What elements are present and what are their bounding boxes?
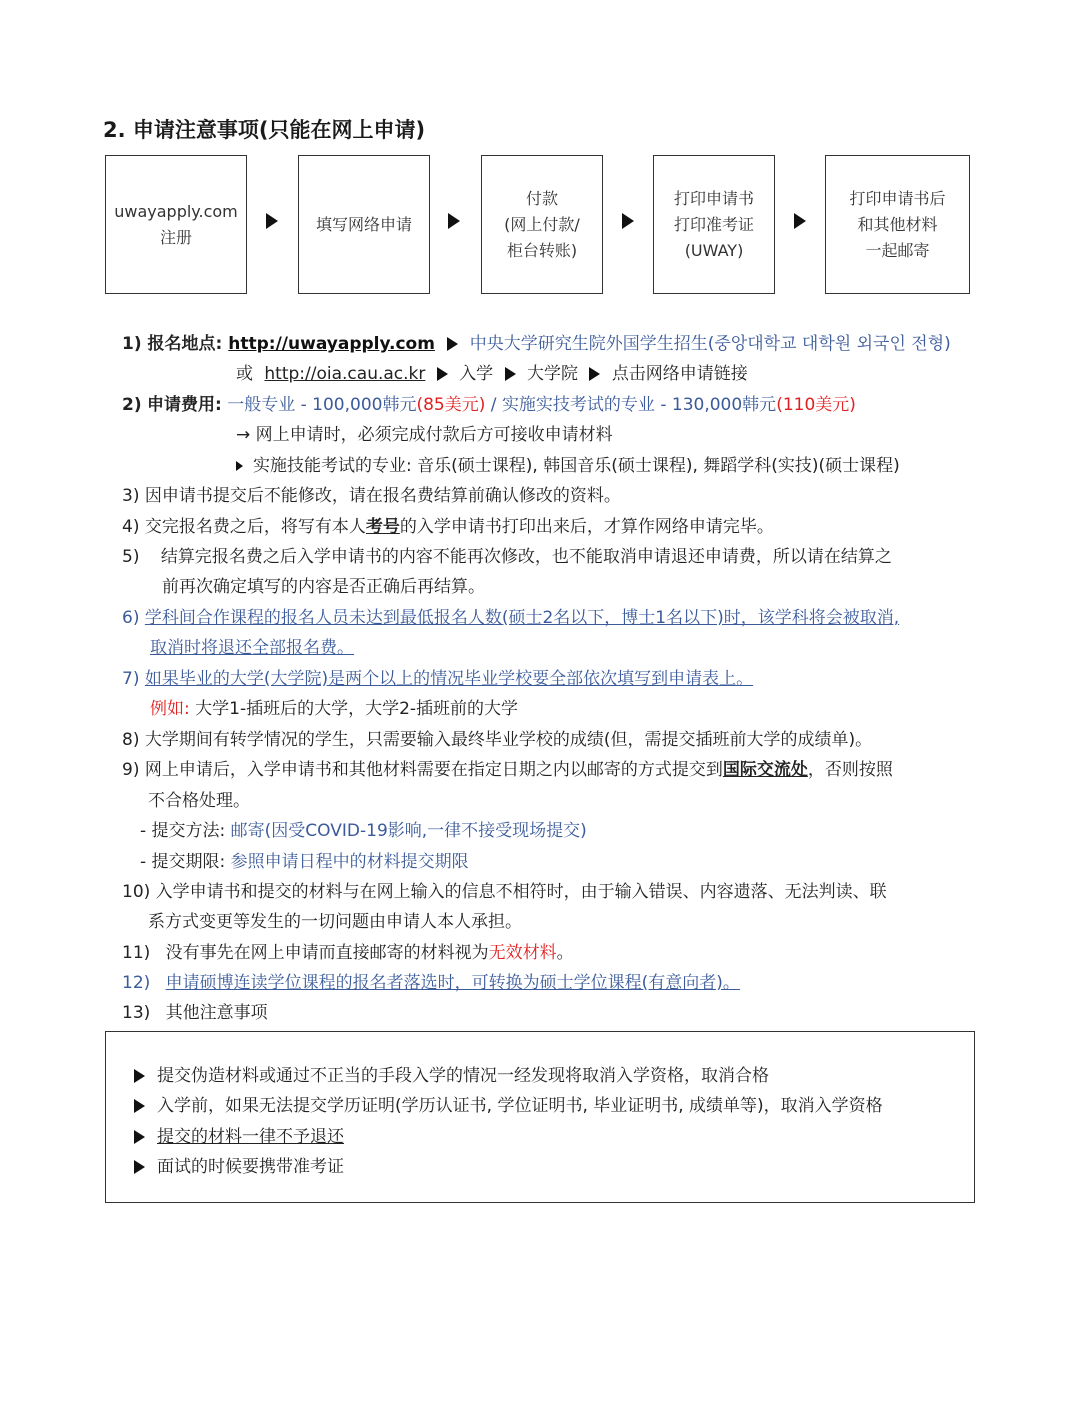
flow-step-text: uwayapply.com [114,201,238,221]
arrow-right-icon [134,1099,145,1113]
arrow-right-icon [447,337,458,351]
item-number: 6) [122,608,140,628]
flow-step-text: (UWAY) [684,240,744,260]
note-text: 提交伪造材料或通过不正当的手段入学的情况一经发现将取消入学资格，取消合格 [157,1066,769,1086]
item-10: 10) 入学申请书和提交的材料与在网上输入的信息不相符时，由于输入错误、内容遗落、无法判读、联 [122,882,887,902]
flow-step-text: 注册 [159,227,192,247]
flow-arrow-icon [266,213,278,229]
note-text: 提交的材料一律不予退还 [157,1127,344,1147]
item-text: 9) 网上申请后，入学申请书和其他材料需要在指定日期之内以邮寄的方式提交到 [122,760,723,780]
fee-separator: / [485,395,502,415]
arrow-right-icon [134,1069,145,1083]
item-text: 结算完报名费之后入学申请书的内容不能再次修改，也不能取消申请退还申请费，所以请在结算之 [160,547,892,567]
item-5-cont: 前再次确定填写的内容是否正确后再结算。 [162,577,485,597]
invalid-material-text: 无效材料 [488,943,557,963]
item-12 [122,968,740,993]
item-number: 13) [122,1003,151,1023]
item-7-example [150,694,518,719]
item-text: 没有事先在网上申请而直接邮寄的材料视为 [165,943,489,963]
item-text: 。 [556,943,574,963]
flow-step-fill-application [298,155,430,294]
item-number: 11) [122,943,151,963]
notes-box [105,1031,975,1203]
flow-step-text: (网上付款/ [504,214,580,234]
item-1 [122,329,951,354]
item-text: 申请硕博连读学位课程的报名者落选时，可转换为硕士学位课程(有意向者)。 [165,973,740,993]
note-text: 入学前，如果无法提交学历证明(学历认证书, 学位证明书, 毕业证明书, 成绩单等)，取消入学资格 [157,1096,883,1116]
apply-target: 中央大学研究生院外国学生招生(중앙대학교 대학원 외국인 전형) [469,334,951,354]
item-9 [122,755,893,780]
item-number: 5) [122,547,140,567]
item-8: 8) 大学期间有转学情况的学生，只需要输入最终毕业学校的成绩(但，需提交插班前大学的成绩单)。 [122,730,873,750]
arrow-right-icon [505,367,516,381]
item-6 [122,603,899,628]
international-office-text: 国际交流处 [722,760,808,780]
deadline-value: 参照申请日程中的材料提交期限 [230,852,469,872]
note-text: 面试的时候要携带准考证 [157,1157,344,1177]
flow-step-payment [481,155,603,294]
item-text: 的入学申请书打印出来后，才算作网络申请完毕。 [399,517,774,537]
item-6-cont: 取消时将退还全部报名费。 [150,638,354,658]
oia-link[interactable]: http://oia.cau.ac.kr [264,364,426,384]
item-2 [122,390,856,415]
flow-step-text: 柜台转账) [506,240,578,260]
item-10-cont: 系方式变更等发生的一切问题由申请人本人承担。 [148,912,522,932]
arrow-right-icon [589,367,600,381]
item-label: 报名地点: [147,334,223,354]
or-text: 或 [236,364,253,384]
item-13 [122,998,268,1023]
arrow-right-icon [437,367,448,381]
flow-arrow-icon [794,213,806,229]
item-number: 2) [122,395,142,415]
arrow-right-icon [134,1130,145,1144]
item-text: 其他注意事项 [165,1003,268,1023]
method-value: 邮寄(因受COVID-19影响,一律不接受现场提交) [230,821,587,841]
method-label: - 提交方法: [140,821,226,841]
exam-number-text: 考号 [365,517,400,537]
path-step: 入学 [459,364,494,384]
flow-step-text: 付款 [525,188,558,208]
item-7 [122,664,753,689]
uwayapply-link[interactable]: http://uwayapply.com [228,334,435,354]
note-item [134,1061,769,1086]
item-number: 12) [122,973,151,993]
flow-arrow-icon [622,213,634,229]
application-flow [105,155,970,296]
item-label: 申请费用: [147,395,222,415]
item-4 [122,512,774,537]
flow-step-text: 打印申请书后 [849,188,946,208]
flow-step-text: 打印申请书 [673,188,754,208]
item-text: 如果毕业的大学(大学院)是两个以上的情况毕业学校要全部依次填写到申请表上。 [144,669,754,689]
note-item [134,1122,344,1147]
item-2-sub [236,451,900,476]
item-text: 学科间合作课程的报名人员未达到最低报名人数(硕士2名以下，博士1名以下)时，该学科将会被取消, [144,608,900,628]
fee-general: 一般专业 - 100,000韩元 [227,395,417,415]
item-5 [122,542,892,567]
example-text: 大学1-插班后的大学，大学2-插班前的大学 [195,699,519,719]
item-text: 4) 交完报名费之后，将写有本人 [122,517,366,537]
item-11 [122,938,574,963]
item-2-note: → 网上申请时，必须完成付款后方可接收申请材料 [236,425,613,445]
item-3: 3) 因申请书提交后不能修改，请在报名费结算前确认修改的资料。 [122,486,621,506]
section-heading: 2. 申请注意事项(只能在网上申请) [103,118,426,142]
fee-practical-usd: (110美元) [776,395,856,415]
note-item [134,1091,883,1116]
practical-majors: 实施技能考试的专业: 音乐(硕士课程), 韩国音乐(硕士课程), 舞蹈学科(实技)(硕士课程) [253,456,900,476]
fee-general-usd: (85美元) [416,395,486,415]
flow-step-print [653,155,775,294]
item-number: 7) [122,669,140,689]
note-item [134,1152,344,1177]
flow-step-register [105,155,247,294]
deadline-label: - 提交期限: [140,852,226,872]
item-9-method [140,816,587,841]
item-9-cont: 不合格处理。 [148,791,250,811]
arrow-right-icon [134,1160,145,1174]
flow-step-text: 打印准考证 [673,214,754,234]
item-9-deadline [140,847,469,872]
path-step: 大学院 [527,364,578,384]
item-1-alt [236,359,748,384]
flow-step-text: 一起邮寄 [865,240,930,260]
bullet-icon [236,461,243,471]
fee-practical: 实施实技考试的专业 - 130,000韩元 [501,395,777,415]
flow-step-text: 填写网络申请 [315,214,412,234]
flow-arrow-icon [448,213,460,229]
flow-step-text: 和其他材料 [857,214,938,234]
item-number: 1) [122,334,142,354]
path-step: 点击网络申请链接 [611,364,748,384]
flow-step-mail [825,155,970,294]
item-text: ，否则按照 [807,760,893,780]
example-label: 例如: [150,699,190,719]
